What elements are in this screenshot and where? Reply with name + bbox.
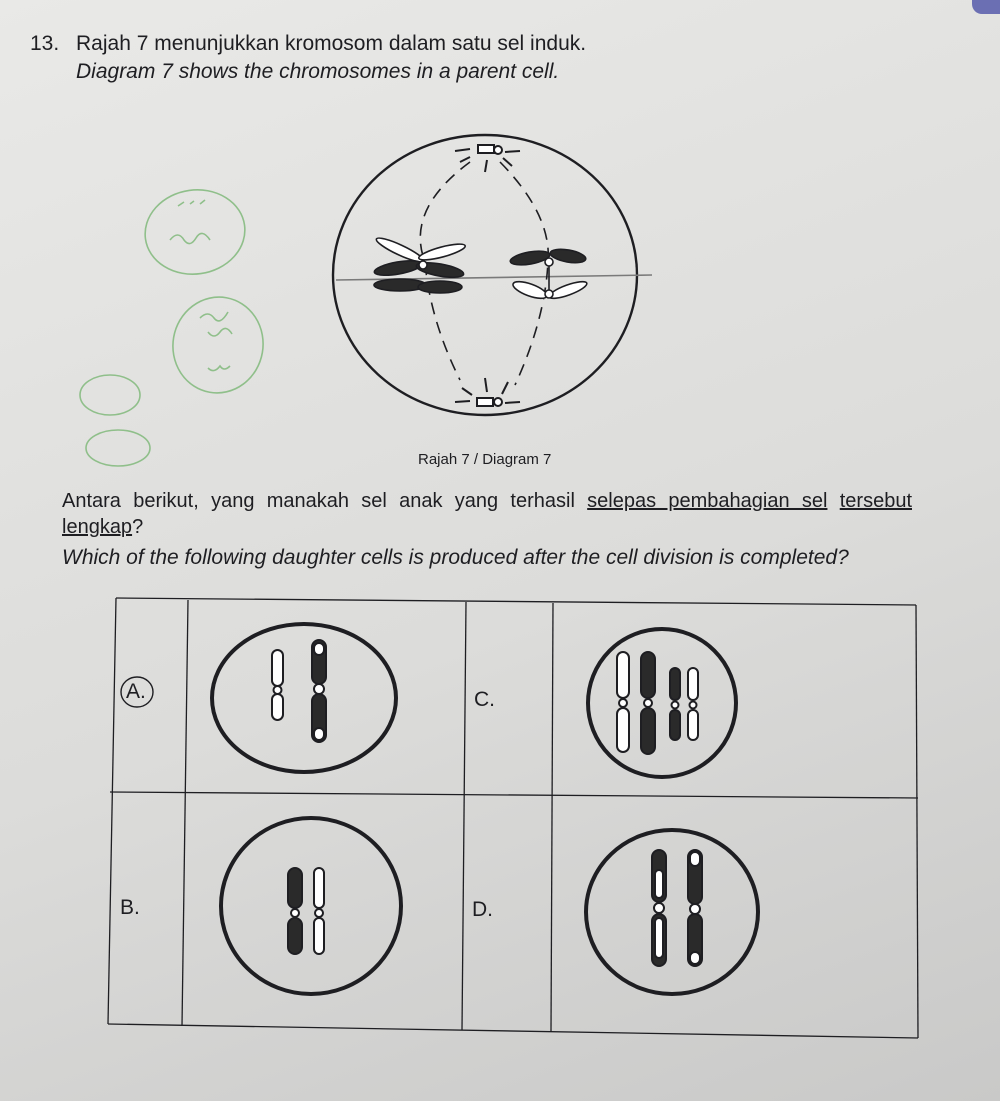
option-b-label[interactable]: B. bbox=[120, 896, 140, 919]
prompt-ms-qmark: ? bbox=[132, 516, 144, 538]
question-prompt-english: Which of the following daughter cells is produced after the cell division is completed? bbox=[62, 546, 849, 569]
diagram-caption: Rajah 7 / Diagram 7 bbox=[418, 451, 552, 468]
prompt-ms-part1: Antara berikut, yang manakah sel anak yang terhasil bbox=[62, 490, 575, 512]
diagram-7-parent-cell bbox=[333, 135, 652, 415]
question-text-english: Diagram 7 shows the chromosomes in a parent cell. bbox=[76, 60, 560, 83]
prompt-ms-underlined-2: tersebut lengkap bbox=[62, 490, 912, 538]
chromosome-pair-left bbox=[373, 234, 466, 293]
option-a-label[interactable]: A. bbox=[126, 680, 146, 703]
option-b-cell bbox=[221, 818, 401, 994]
chromosome-pair-right bbox=[509, 247, 588, 302]
option-c-cell bbox=[588, 629, 736, 777]
question-number: 13. bbox=[30, 32, 60, 55]
answer-table bbox=[108, 598, 918, 1038]
pencil-doodles bbox=[80, 183, 271, 466]
centriole-top bbox=[455, 145, 520, 172]
prompt-ms-underlined-1: selepas pembahagian sel bbox=[587, 490, 828, 512]
question-text-malay: Rajah 7 menunjukkan kromosom dalam satu sel induk. bbox=[76, 32, 587, 55]
question-prompt-malay bbox=[62, 488, 912, 540]
option-c-label[interactable]: C. bbox=[474, 688, 495, 711]
centriole-bottom bbox=[455, 378, 520, 406]
option-d-label[interactable]: D. bbox=[472, 898, 493, 921]
option-a-cell bbox=[212, 624, 396, 772]
option-d-cell bbox=[586, 830, 758, 994]
